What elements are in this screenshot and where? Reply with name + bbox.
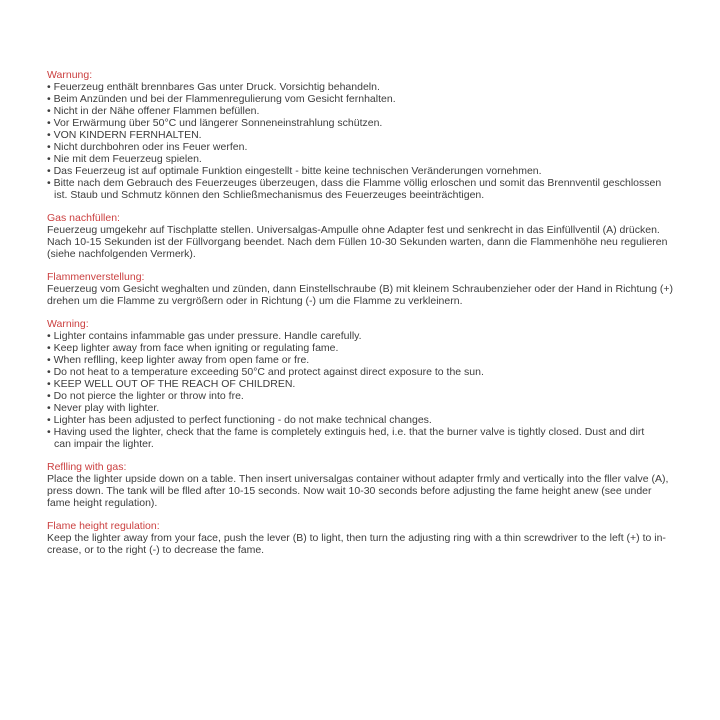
section-heading: Gas nachfüllen:: [47, 212, 120, 224]
section-heading: Flame height regulation:: [47, 520, 160, 532]
text-line: Keep the lighter away from your face, push the lever (B) to light, then turn the adjusting ring with a thin screwdriver to the left (+) to in-: [47, 532, 666, 544]
text-line: ist. Staub und Schmutz können den Schließmechanismus des Feuerzeuges beeinträchtigen.: [54, 189, 485, 201]
text-line: • Vor Erwärmung über 50°C und längerer Sonneneinstrahlung schützen.: [47, 117, 383, 129]
section-warnung-de: [47, 69, 677, 201]
text-line: • Das Feuerzeug ist auf optimale Funktion eingestellt - bitte keine technischen Veränderungen vornehmen.: [47, 165, 542, 177]
section-flammenverstellung: [47, 271, 677, 307]
section-flame-height-regulation: [47, 520, 677, 556]
text-line: • Nie mit dem Feuerzeug spielen.: [47, 153, 202, 165]
instruction-text-block: [47, 69, 677, 556]
text-line: • Feuerzeug enthält brennbares Gas unter Druck. Vorsichtig behandeln.: [47, 81, 380, 93]
text-line: • Do not heat to a temperature exceeding 50°C and protect against direct exposure to the sun.: [47, 366, 484, 378]
text-line: Nach 10-15 Sekunden ist der Füllvorgang beendet. Nach dem Füllen 10-30 Sekunden warten, dann die Flammenhöhe neu regulieren: [47, 236, 668, 248]
section-refilling-with-gas: [47, 461, 677, 509]
text-line: • Do not pierce the lighter or throw into fre.: [47, 390, 244, 402]
text-line: • Beim Anzünden und bei der Flammenregulierung vom Gesicht fernhalten.: [47, 93, 396, 105]
section-gas-nachfuellen: [47, 212, 677, 260]
text-line: (siehe nachfolgenden Vermerk).: [47, 248, 196, 260]
text-line: • Lighter has been adjusted to perfect functioning - do not make technical changes.: [47, 414, 432, 426]
text-line: • Keep lighter away from face when igniting or regulating fame.: [47, 342, 339, 354]
text-line: • Having used the lighter, check that the fame is completely extinguis hed, i.e. that the burner valve is tightly closed. Dust and dirt: [47, 426, 645, 438]
text-line: crease, or to the right (-) to decrease the fame.: [47, 544, 265, 556]
text-line: • KEEP WELL OUT OF THE REACH OF CHILDREN.: [47, 378, 296, 390]
text-line: Feuerzeug vom Gesicht weghalten und zünden, dann Einstellschraube (B) mit kleinem Schraubenzieher oder der Hand in Richtung (+): [47, 283, 673, 295]
text-line: • When reflling, keep lighter away from open fame or fre.: [47, 354, 310, 366]
text-line: • Nicht in der Nähe offener Flammen befüllen.: [47, 105, 260, 117]
text-line: fame height regulation).: [47, 497, 158, 509]
section-heading: Reflling with gas:: [47, 461, 127, 473]
text-line: • Bitte nach dem Gebrauch des Feuerzeuges überzeugen, dass die Flamme völlig erloschen und somit das Brennventil geschlossen: [47, 177, 662, 189]
text-line: • Never play with lighter.: [47, 402, 160, 414]
text-line: • VON KINDERN FERNHALTEN.: [47, 129, 202, 141]
text-line: can impair the lighter.: [54, 438, 154, 450]
text-line: Feuerzeug umgekehr auf Tischplatte stellen. Universalgas-Ampulle ohne Adapter fest und senkrecht in das Einfüllventil (A) drücken.: [47, 224, 660, 236]
text-line: • Lighter contains infammable gas under pressure. Handle carefully.: [47, 330, 362, 342]
section-heading: Warning:: [47, 318, 89, 330]
text-line: drehen um die Flamme zu vergrößern oder in Richtung (-) um die Flamme zu verkleinern.: [47, 295, 463, 307]
section-warning-en: [47, 318, 677, 450]
section-heading: Warnung:: [47, 69, 93, 81]
text-line: Place the lighter upside down on a table. Then insert universalgas container without adapter frmly and vertically into the fller valve (A),: [47, 473, 669, 485]
text-line: press down. The tank will be flled after 10-15 seconds. Now wait 10-30 seconds before adjusting the fame height anew (see under: [47, 485, 652, 497]
text-line: • Nicht durchbohren oder ins Feuer werfen.: [47, 141, 248, 153]
section-heading: Flammenverstellung:: [47, 271, 145, 283]
